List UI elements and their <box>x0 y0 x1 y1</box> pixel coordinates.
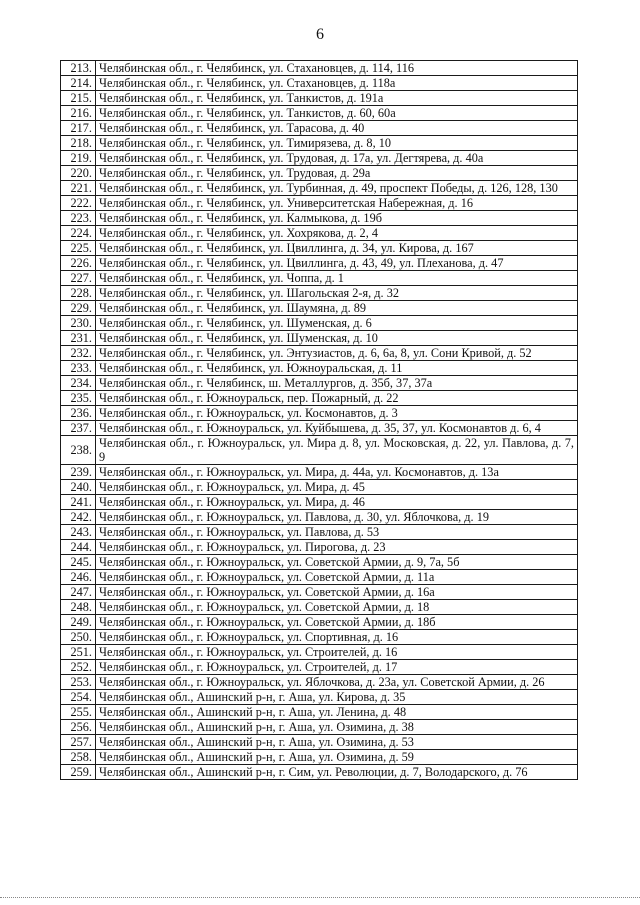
row-number: 218. <box>61 136 96 151</box>
row-number: 245. <box>61 555 96 570</box>
page-number: 6 <box>316 26 324 43</box>
row-number: 216. <box>61 106 96 121</box>
row-address: Челябинская обл., г. Челябинск, ул. Шуменская, д. 6 <box>96 316 578 331</box>
row-address: Челябинская обл., г. Челябинск, ул. Цвиллинга, д. 34, ул. Кирова, д. 167 <box>96 241 578 256</box>
row-number: 221. <box>61 181 96 196</box>
row-number: 229. <box>61 301 96 316</box>
row-number: 259. <box>61 765 96 780</box>
address-table-body <box>61 61 578 780</box>
row-number: 253. <box>61 675 96 690</box>
row-number: 227. <box>61 271 96 286</box>
row-address: Челябинская обл., г. Челябинск, ул. Стахановцев, д. 114, 116 <box>96 61 578 76</box>
table-row <box>61 211 578 226</box>
row-number: 238. <box>61 436 96 465</box>
row-address: Челябинская обл., г. Южноуральск, ул. Яблочкова, д. 23а, ул. Советской Армии, д. 26 <box>96 675 578 690</box>
row-address: Челябинская обл., г. Челябинск, ул. Танкистов, д. 191а <box>96 91 578 106</box>
row-address: Челябинская обл., г. Южноуральск, ул. Павлова, д. 30, ул. Яблочкова, д. 19 <box>96 510 578 525</box>
row-address: Челябинская обл., г. Челябинск, ул. Шаумяна, д. 89 <box>96 301 578 316</box>
table-row <box>61 585 578 600</box>
table-row <box>61 181 578 196</box>
table-row <box>61 286 578 301</box>
table-row <box>61 166 578 181</box>
row-address: Челябинская обл., г. Челябинск, ул. Тимирязева, д. 8, 10 <box>96 136 578 151</box>
table-row <box>61 61 578 76</box>
row-address: Челябинская обл., г. Челябинск, ул. Шагольская 2-я, д. 32 <box>96 286 578 301</box>
table-row <box>61 376 578 391</box>
row-address: Челябинская обл., г. Челябинск, ул. Стахановцев, д. 118а <box>96 76 578 91</box>
row-number: 220. <box>61 166 96 181</box>
row-address: Челябинская обл., Ашинский р-н, г. Аша, ул. Озимина, д. 38 <box>96 720 578 735</box>
row-address: Челябинская обл., г. Южноуральск, ул. Спортивная, д. 16 <box>96 630 578 645</box>
row-address: Челябинская обл., г. Челябинск, ул. Трудовая, д. 17а, ул. Дегтярева, д. 40а <box>96 151 578 166</box>
table-row <box>61 346 578 361</box>
table-row <box>61 391 578 406</box>
row-number: 239. <box>61 465 96 480</box>
row-number: 224. <box>61 226 96 241</box>
row-address: Челябинская обл., г. Челябинск, ул. Энтузиастов, д. 6, 6а, 8, ул. Сони Кривой, д. 52 <box>96 346 578 361</box>
row-address: Челябинская обл., г. Южноуральск, ул. Строителей, д. 16 <box>96 645 578 660</box>
table-row <box>61 660 578 675</box>
table-row <box>61 600 578 615</box>
table-row <box>61 465 578 480</box>
row-number: 251. <box>61 645 96 660</box>
row-number: 222. <box>61 196 96 211</box>
table-row <box>61 525 578 540</box>
row-address: Челябинская обл., г. Южноуральск, ул. Мира, д. 45 <box>96 480 578 495</box>
table-row <box>61 136 578 151</box>
row-address: Челябинская обл., Ашинский р-н, г. Аша, ул. Ленина, д. 48 <box>96 705 578 720</box>
row-number: 231. <box>61 331 96 346</box>
table-row <box>61 331 578 346</box>
row-address: Челябинская обл., г. Южноуральск, ул. Куйбышева, д. 35, 37, ул. Космонавтов д. 6, 4 <box>96 421 578 436</box>
table-row <box>61 720 578 735</box>
row-number: 232. <box>61 346 96 361</box>
table-row <box>61 226 578 241</box>
table-row <box>61 361 578 376</box>
table-row <box>61 256 578 271</box>
row-number: 250. <box>61 630 96 645</box>
row-number: 213. <box>61 61 96 76</box>
row-number: 215. <box>61 91 96 106</box>
row-address: Челябинская обл., г. Южноуральск, ул. Советской Армии, д. 16а <box>96 585 578 600</box>
row-number: 217. <box>61 121 96 136</box>
row-number: 233. <box>61 361 96 376</box>
row-address: Челябинская обл., г. Челябинск, ул. Университетская Набережная, д. 16 <box>96 196 578 211</box>
table-row <box>61 301 578 316</box>
row-address: Челябинская обл., г. Южноуральск, ул. Советской Армии, д. 11а <box>96 570 578 585</box>
table-row <box>61 630 578 645</box>
row-number: 252. <box>61 660 96 675</box>
row-address: Челябинская обл., Ашинский р-н, г. Аша, ул. Кирова, д. 35 <box>96 690 578 705</box>
table-row <box>61 241 578 256</box>
row-address: Челябинская обл., г. Южноуральск, ул. Мира д. 8, ул. Московская, д. 22, ул. Павлова, д. 7, 9 <box>96 436 578 465</box>
table-row <box>61 735 578 750</box>
row-address: Челябинская обл., г. Челябинск, ул. Чоппа, д. 1 <box>96 271 578 286</box>
row-number: 228. <box>61 286 96 301</box>
row-address: Челябинская обл., г. Челябинск, ул. Цвиллинга, д. 43, 49, ул. Плеханова, д. 47 <box>96 256 578 271</box>
table-row <box>61 106 578 121</box>
row-address: Челябинская обл., г. Челябинск, ул. Южноуральская, д. 11 <box>96 361 578 376</box>
row-address: Челябинская обл., г. Челябинск, ш. Металлургов, д. 35б, 37, 37а <box>96 376 578 391</box>
table-row <box>61 271 578 286</box>
row-address: Челябинская обл., г. Южноуральск, ул. Космонавтов, д. 3 <box>96 406 578 421</box>
table-row <box>61 421 578 436</box>
row-number: 219. <box>61 151 96 166</box>
row-number: 258. <box>61 750 96 765</box>
row-number: 248. <box>61 600 96 615</box>
table-row <box>61 91 578 106</box>
row-number: 234. <box>61 376 96 391</box>
row-number: 246. <box>61 570 96 585</box>
row-number: 247. <box>61 585 96 600</box>
table-row <box>61 151 578 166</box>
table-row <box>61 765 578 780</box>
row-address: Челябинская обл., г. Южноуральск, ул. Советской Армии, д. 18б <box>96 615 578 630</box>
row-address: Челябинская обл., г. Южноуральск, ул. Советской Армии, д. 18 <box>96 600 578 615</box>
row-number: 230. <box>61 316 96 331</box>
table-row <box>61 480 578 495</box>
table-row <box>61 705 578 720</box>
table-row <box>61 436 578 465</box>
table-row <box>61 76 578 91</box>
row-number: 249. <box>61 615 96 630</box>
table-row <box>61 555 578 570</box>
row-number: 226. <box>61 256 96 271</box>
row-number: 240. <box>61 480 96 495</box>
table-row <box>61 121 578 136</box>
row-number: 237. <box>61 421 96 436</box>
row-number: 255. <box>61 705 96 720</box>
page-bottom-divider <box>0 897 640 899</box>
row-number: 241. <box>61 495 96 510</box>
row-address: Челябинская обл., г. Южноуральск, ул. Строителей, д. 17 <box>96 660 578 675</box>
row-address: Челябинская обл., Ашинский р-н, г. Сим, ул. Революции, д. 7, Володарского, д. 76 <box>96 765 578 780</box>
row-number: 242. <box>61 510 96 525</box>
row-address: Челябинская обл., г. Южноуральск, ул. Пирогова, д. 23 <box>96 540 578 555</box>
row-address: Челябинская обл., г. Южноуральск, ул. Павлова, д. 53 <box>96 525 578 540</box>
row-address: Челябинская обл., Ашинский р-н, г. Аша, ул. Озимина, д. 53 <box>96 735 578 750</box>
row-address: Челябинская обл., г. Челябинск, ул. Турбинная, д. 49, проспект Победы, д. 126, 128, 130 <box>96 181 578 196</box>
table-row <box>61 690 578 705</box>
row-number: 235. <box>61 391 96 406</box>
row-number: 256. <box>61 720 96 735</box>
row-address: Челябинская обл., г. Южноуральск, ул. Советской Армии, д. 9, 7а, 5б <box>96 555 578 570</box>
address-table <box>60 60 578 780</box>
table-row <box>61 645 578 660</box>
table-row <box>61 540 578 555</box>
table-row <box>61 196 578 211</box>
row-address: Челябинская обл., г. Челябинск, ул. Тарасова, д. 40 <box>96 121 578 136</box>
row-address: Челябинская обл., г. Челябинск, ул. Танкистов, д. 60, 60а <box>96 106 578 121</box>
row-address: Челябинская обл., г. Южноуральск, пер. Пожарный, д. 22 <box>96 391 578 406</box>
table-row <box>61 406 578 421</box>
row-address: Челябинская обл., г. Южноуральск, ул. Мира, д. 44а, ул. Космонавтов, д. 13а <box>96 465 578 480</box>
row-number: 243. <box>61 525 96 540</box>
table-row <box>61 510 578 525</box>
table-row <box>61 570 578 585</box>
row-number: 254. <box>61 690 96 705</box>
row-number: 236. <box>61 406 96 421</box>
row-address: Челябинская обл., г. Челябинск, ул. Хохрякова, д. 2, 4 <box>96 226 578 241</box>
table-row <box>61 495 578 510</box>
row-address: Челябинская обл., г. Челябинск, ул. Трудовая, д. 29а <box>96 166 578 181</box>
row-number: 214. <box>61 76 96 91</box>
row-address: Челябинская обл., г. Челябинск, ул. Калмыкова, д. 19б <box>96 211 578 226</box>
row-number: 244. <box>61 540 96 555</box>
row-number: 223. <box>61 211 96 226</box>
row-address: Челябинская обл., г. Челябинск, ул. Шуменская, д. 10 <box>96 331 578 346</box>
table-row <box>61 750 578 765</box>
table-row <box>61 316 578 331</box>
row-number: 257. <box>61 735 96 750</box>
table-row <box>61 675 578 690</box>
table-row <box>61 615 578 630</box>
row-number: 225. <box>61 241 96 256</box>
row-address: Челябинская обл., г. Южноуральск, ул. Мира, д. 46 <box>96 495 578 510</box>
row-address: Челябинская обл., Ашинский р-н, г. Аша, ул. Озимина, д. 59 <box>96 750 578 765</box>
